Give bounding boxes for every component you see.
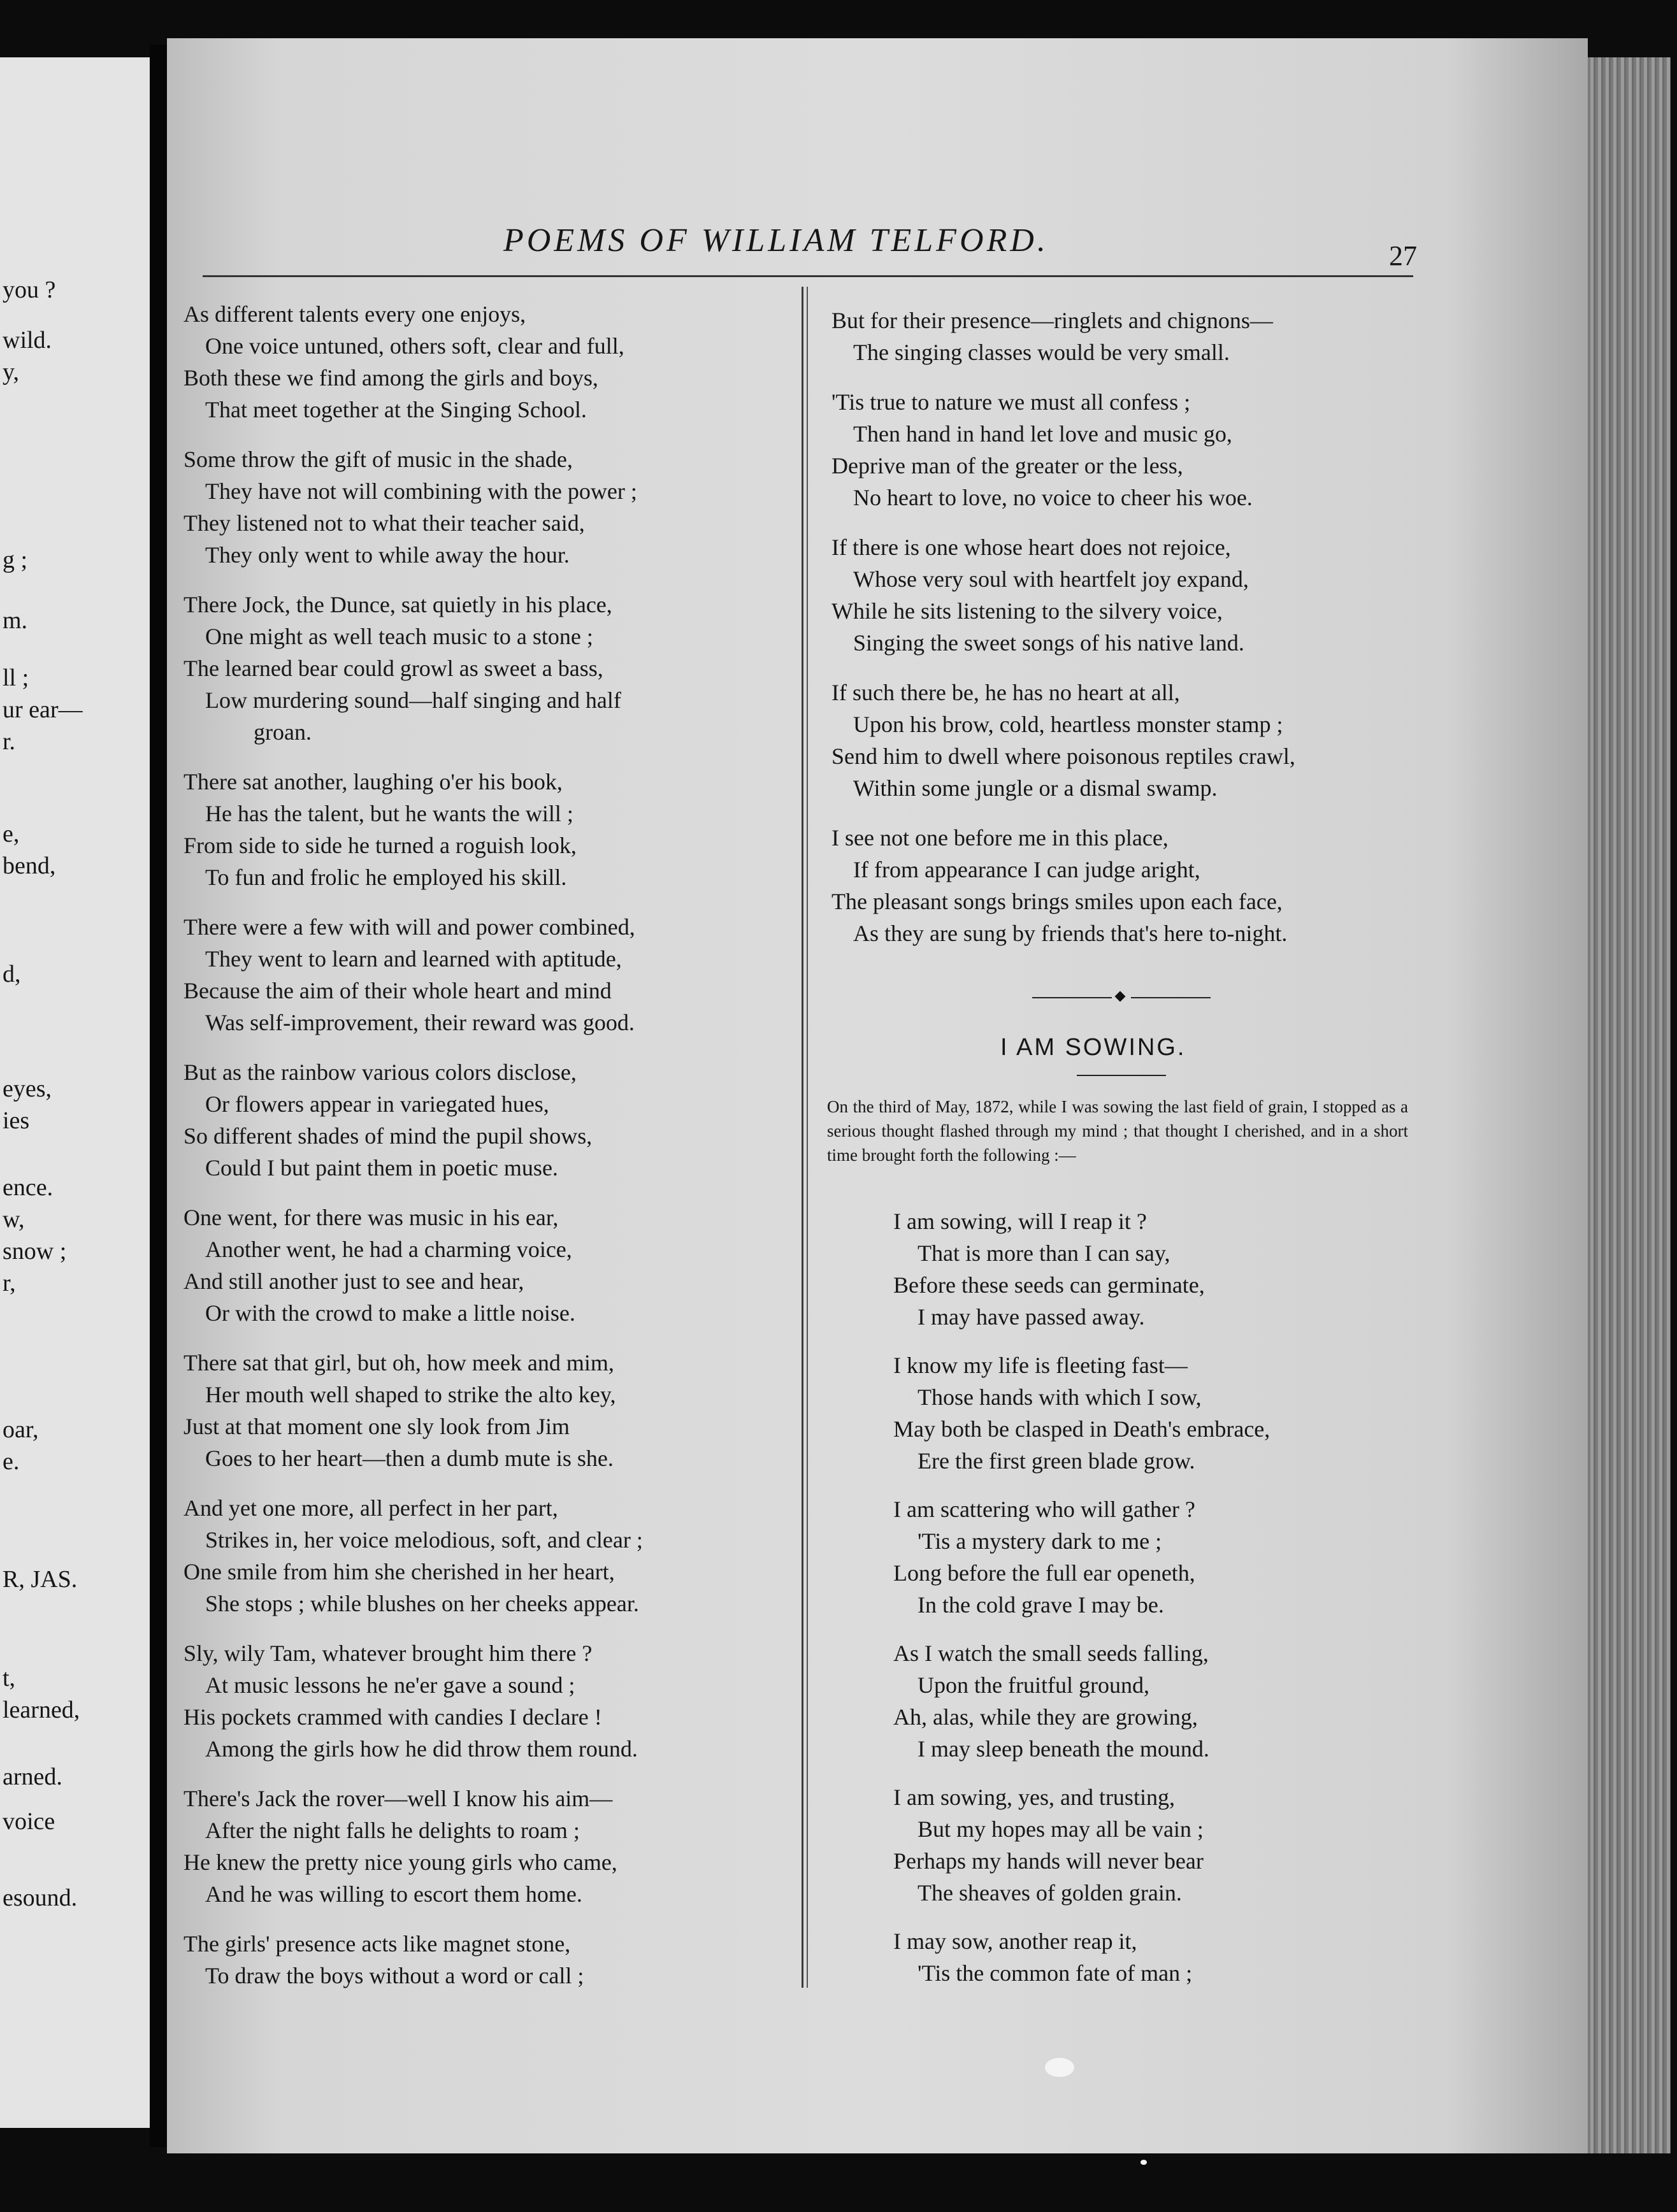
verse-line: I see not one before me in this place, bbox=[831, 825, 1169, 851]
stanza bbox=[831, 677, 1295, 804]
stanza bbox=[893, 1493, 1270, 1621]
stanza bbox=[831, 386, 1295, 514]
verse-line: After the night falls he delights to roam ; bbox=[205, 1818, 580, 1843]
verse-line: And he was willing to escort them home. bbox=[205, 1881, 582, 1907]
left-page-text-fragment: arned. bbox=[3, 1763, 62, 1790]
verse-line: Ere the first green blade grow. bbox=[918, 1448, 1195, 1474]
verse-line: 'Tis a mystery dark to me ; bbox=[918, 1528, 1162, 1554]
left-page-text-fragment: eyes, bbox=[3, 1075, 52, 1102]
ornament-diamond bbox=[1115, 991, 1126, 1002]
verse-line: Low murdering sound—half singing and half bbox=[205, 687, 621, 713]
verse-line: 'Tis true to nature we must all confess ; bbox=[831, 389, 1191, 415]
verse-line: Singing the sweet songs of his native land. bbox=[853, 630, 1244, 656]
column-divider bbox=[807, 287, 808, 1988]
page-edges bbox=[1588, 57, 1671, 2153]
verse-line: Long before the full ear openeth, bbox=[893, 1560, 1195, 1586]
verse-line: I am scattering who will gather ? bbox=[893, 1497, 1195, 1522]
verse-line: There sat that girl, but oh, how meek and mim, bbox=[184, 1350, 614, 1375]
verse-line: Those hands with which I sow, bbox=[918, 1384, 1202, 1410]
stanza bbox=[184, 1056, 643, 1184]
verse-line: But for their presence—ringlets and chignons— bbox=[831, 308, 1273, 333]
stanza bbox=[184, 298, 643, 426]
verse-line: While he sits listening to the silvery voice, bbox=[831, 598, 1223, 624]
left-page-text-fragment: e. bbox=[3, 1448, 20, 1475]
left-page-text-fragment: g ; bbox=[3, 547, 28, 573]
left-page-text-fragment: bend, bbox=[3, 852, 56, 879]
left-page-text-fragment: e, bbox=[3, 821, 20, 847]
left-page-text-fragment: ies bbox=[3, 1107, 30, 1134]
running-head: POEMS OF WILLIAM TELFORD. bbox=[503, 222, 1049, 259]
verse-line: They have not will combining with the power ; bbox=[205, 478, 637, 504]
verse-line: As they are sung by friends that's here to-night. bbox=[853, 921, 1288, 946]
verse-line: One might as well teach music to a stone ; bbox=[205, 624, 593, 649]
left-page-text-fragment: r. bbox=[3, 728, 16, 755]
verse-line: Deprive man of the greater or the less, bbox=[831, 453, 1183, 478]
verse-line: That meet together at the Singing School. bbox=[205, 397, 587, 422]
verse-line: Or with the crowd to make a little noise. bbox=[205, 1300, 575, 1326]
verse-line: Another went, he had a charming voice, bbox=[205, 1237, 572, 1262]
stanza bbox=[831, 822, 1295, 949]
page-number: 27 bbox=[1389, 240, 1417, 271]
verse-line: Before these seeds can germinate, bbox=[893, 1272, 1205, 1298]
left-page-text-fragment: m. bbox=[3, 607, 28, 634]
poem-body bbox=[893, 1205, 1270, 2006]
stanza bbox=[184, 1637, 643, 1765]
verse-line: Ah, alas, while they are growing, bbox=[893, 1704, 1198, 1730]
right-column bbox=[831, 305, 1295, 967]
verse-line: Upon his brow, cold, heartless monster stamp ; bbox=[853, 712, 1283, 737]
stanza bbox=[184, 1928, 643, 1992]
verse-line: And yet one more, all perfect in her part, bbox=[184, 1495, 558, 1521]
verse-line: If from appearance I can judge aright, bbox=[853, 857, 1200, 882]
stanza bbox=[184, 1783, 643, 1910]
verse-line: There's Jack the rover—well I know his aim— bbox=[184, 1786, 613, 1811]
stanza bbox=[184, 911, 643, 1038]
verse-line: They only went to while away the hour. bbox=[205, 542, 570, 568]
section-ornament bbox=[1032, 993, 1211, 1003]
verse-line: But as the rainbow various colors disclose, bbox=[184, 1059, 577, 1085]
left-page-text-fragment: y, bbox=[3, 359, 20, 385]
verse-line: I am sowing, will I reap it ? bbox=[893, 1209, 1147, 1234]
paper-speck bbox=[1141, 2160, 1147, 2165]
verse-line: As different talents every one enjoys, bbox=[184, 301, 526, 327]
ornament-rule bbox=[1131, 997, 1211, 998]
verse-line: So different shades of mind the pupil shows, bbox=[184, 1123, 593, 1149]
left-page-text-fragment: learned, bbox=[3, 1697, 80, 1723]
stanza bbox=[831, 305, 1295, 368]
verse-line: Strikes in, her voice melodious, soft, and clear ; bbox=[205, 1527, 643, 1553]
left-page-text-fragment: w, bbox=[3, 1206, 25, 1233]
verse-line: From side to side he turned a roguish look, bbox=[184, 833, 577, 858]
verse-line: The girls' presence acts like magnet stone, bbox=[184, 1931, 571, 1957]
verse-line: Because the aim of their whole heart and mind bbox=[184, 978, 612, 1003]
verse-line: Goes to her heart—then a dumb mute is she. bbox=[205, 1446, 614, 1471]
verse-line: They went to learn and learned with aptitude, bbox=[205, 946, 622, 972]
left-page-text-fragment: esound. bbox=[3, 1885, 78, 1911]
stanza bbox=[831, 531, 1295, 659]
verse-line: She stops ; while blushes on her cheeks appear. bbox=[205, 1591, 639, 1616]
stanza bbox=[893, 1637, 1270, 1765]
verse-line: His pockets crammed with candies I declare ! bbox=[184, 1704, 602, 1730]
left-page-text-fragment: ur ear— bbox=[3, 696, 83, 723]
verse-line: There were a few with will and power combined, bbox=[184, 914, 635, 940]
verse-line: To fun and frolic he employed his skill. bbox=[205, 865, 567, 890]
left-page-text-fragment: snow ; bbox=[3, 1238, 67, 1265]
left-page-text-fragment: r, bbox=[3, 1270, 16, 1296]
stanza bbox=[184, 1347, 643, 1474]
verse-line: I am sowing, yes, and trusting, bbox=[893, 1785, 1175, 1810]
title-rule bbox=[1077, 1075, 1166, 1076]
verse-line: That is more than I can say, bbox=[918, 1240, 1170, 1266]
left-page-text-fragment: ence. bbox=[3, 1174, 54, 1201]
verse-line: Both these we find among the girls and boys, bbox=[184, 365, 598, 391]
stanza bbox=[893, 1349, 1270, 1477]
verse-line: Her mouth well shaped to strike the alto key, bbox=[205, 1382, 616, 1407]
verse-line: There Jock, the Dunce, sat quietly in his place, bbox=[184, 592, 612, 617]
ornament-rule bbox=[1032, 997, 1112, 998]
verse-line: Send him to dwell where poisonous reptiles crawl, bbox=[831, 743, 1295, 769]
verse-line: And still another just to see and hear, bbox=[184, 1268, 524, 1294]
verse-line: The sheaves of golden grain. bbox=[918, 1880, 1182, 1906]
left-page-text-fragment: oar, bbox=[3, 1416, 39, 1443]
verse-line: Whose very soul with heartfelt joy expand, bbox=[853, 566, 1249, 592]
stanza bbox=[184, 766, 643, 893]
verse-line: They listened not to what their teacher said, bbox=[184, 510, 585, 536]
verse-line: If there is one whose heart does not rejoice, bbox=[831, 535, 1231, 560]
verse-line: Or flowers appear in variegated hues, bbox=[205, 1091, 549, 1117]
poem-title: I AM SOWING. bbox=[1000, 1034, 1186, 1061]
stanza bbox=[184, 589, 643, 748]
verse-line: I know my life is fleeting fast— bbox=[893, 1353, 1188, 1378]
verse-line: The singing classes would be very small. bbox=[853, 340, 1230, 365]
verse-line: May both be clasped in Death's embrace, bbox=[893, 1416, 1270, 1442]
verse-line: No heart to love, no voice to cheer his woe. bbox=[853, 485, 1253, 510]
left-page-text-fragment: t, bbox=[3, 1665, 16, 1691]
verse-line: One smile from him she cherished in her heart, bbox=[184, 1559, 615, 1584]
left-page-text-fragment: R, JAS. bbox=[3, 1566, 78, 1593]
verse-line: Among the girls how he did throw them round. bbox=[205, 1736, 638, 1762]
left-page-text-fragment: ll ; bbox=[3, 664, 29, 691]
left-page-text-fragment: voice bbox=[3, 1808, 55, 1835]
verse-line: As I watch the small seeds falling, bbox=[893, 1641, 1209, 1666]
left-page-text-fragment: you ? bbox=[3, 276, 56, 303]
verse-line: Sly, wily Tam, whatever brought him there ? bbox=[184, 1641, 593, 1666]
verse-line: At music lessons he ne'er gave a sound ; bbox=[205, 1672, 575, 1698]
stanza bbox=[893, 1205, 1270, 1333]
verse-line: If such there be, he has no heart at all, bbox=[831, 680, 1180, 705]
verse-line: Just at that moment one sly look from Jim bbox=[184, 1414, 570, 1439]
verse-line: Perhaps my hands will never bear bbox=[893, 1848, 1204, 1874]
left-page-text-fragment: wild. bbox=[3, 327, 52, 354]
verse-line: The learned bear could growl as sweet a bass, bbox=[184, 656, 603, 681]
stanza bbox=[184, 443, 643, 571]
left-page-text-fragment: d, bbox=[3, 961, 21, 988]
verse-line: He knew the pretty nice young girls who came, bbox=[184, 1849, 617, 1875]
verse-line: I may have passed away. bbox=[918, 1304, 1145, 1330]
stanza bbox=[184, 1202, 643, 1329]
verse-line: Within some jungle or a dismal swamp. bbox=[853, 775, 1218, 801]
stanza bbox=[893, 1925, 1270, 1989]
verse-line: I may sow, another reap it, bbox=[893, 1928, 1137, 1954]
verse-line: Some throw the gift of music in the shade, bbox=[184, 447, 573, 472]
left-column bbox=[184, 298, 643, 2009]
verse-line: groan. bbox=[254, 719, 312, 745]
column-divider bbox=[802, 287, 803, 1988]
left-page-fragment bbox=[0, 57, 150, 2128]
verse-line: One went, for there was music in his ear, bbox=[184, 1205, 559, 1230]
verse-line: Then hand in hand let love and music go, bbox=[853, 421, 1232, 447]
verse-line: But my hopes may all be vain ; bbox=[918, 1816, 1204, 1842]
verse-line: Could I but paint them in poetic muse. bbox=[205, 1155, 558, 1181]
verse-line: He has the talent, but he wants the will ; bbox=[205, 801, 573, 826]
stanza bbox=[893, 1781, 1270, 1909]
verse-line: In the cold grave I may be. bbox=[918, 1592, 1164, 1618]
verse-line: One voice untuned, others soft, clear and full, bbox=[205, 333, 624, 359]
verse-line: There sat another, laughing o'er his book, bbox=[184, 769, 563, 794]
stanza bbox=[184, 1492, 643, 1620]
verse-line: Upon the fruitful ground, bbox=[918, 1672, 1149, 1698]
verse-line: 'Tis the common fate of man ; bbox=[918, 1960, 1193, 1986]
verse-line: To draw the boys without a word or call ; bbox=[205, 1963, 584, 1988]
verse-line: The pleasant songs brings smiles upon each face, bbox=[831, 889, 1283, 914]
preface-text: On the third of May, 1872, while I was sowing the last field of grain, I stopped as a serious thought flashed through my mind ; that thought I cherished, and in a short time brought forth the following :— bbox=[827, 1097, 1408, 1165]
paper-speck bbox=[1045, 2058, 1074, 2077]
poem-preface bbox=[827, 1095, 1408, 1167]
verse-line: I may sleep beneath the mound. bbox=[918, 1736, 1209, 1762]
verse-line: Was self-improvement, their reward was good. bbox=[205, 1010, 635, 1035]
header-rule bbox=[203, 275, 1413, 277]
